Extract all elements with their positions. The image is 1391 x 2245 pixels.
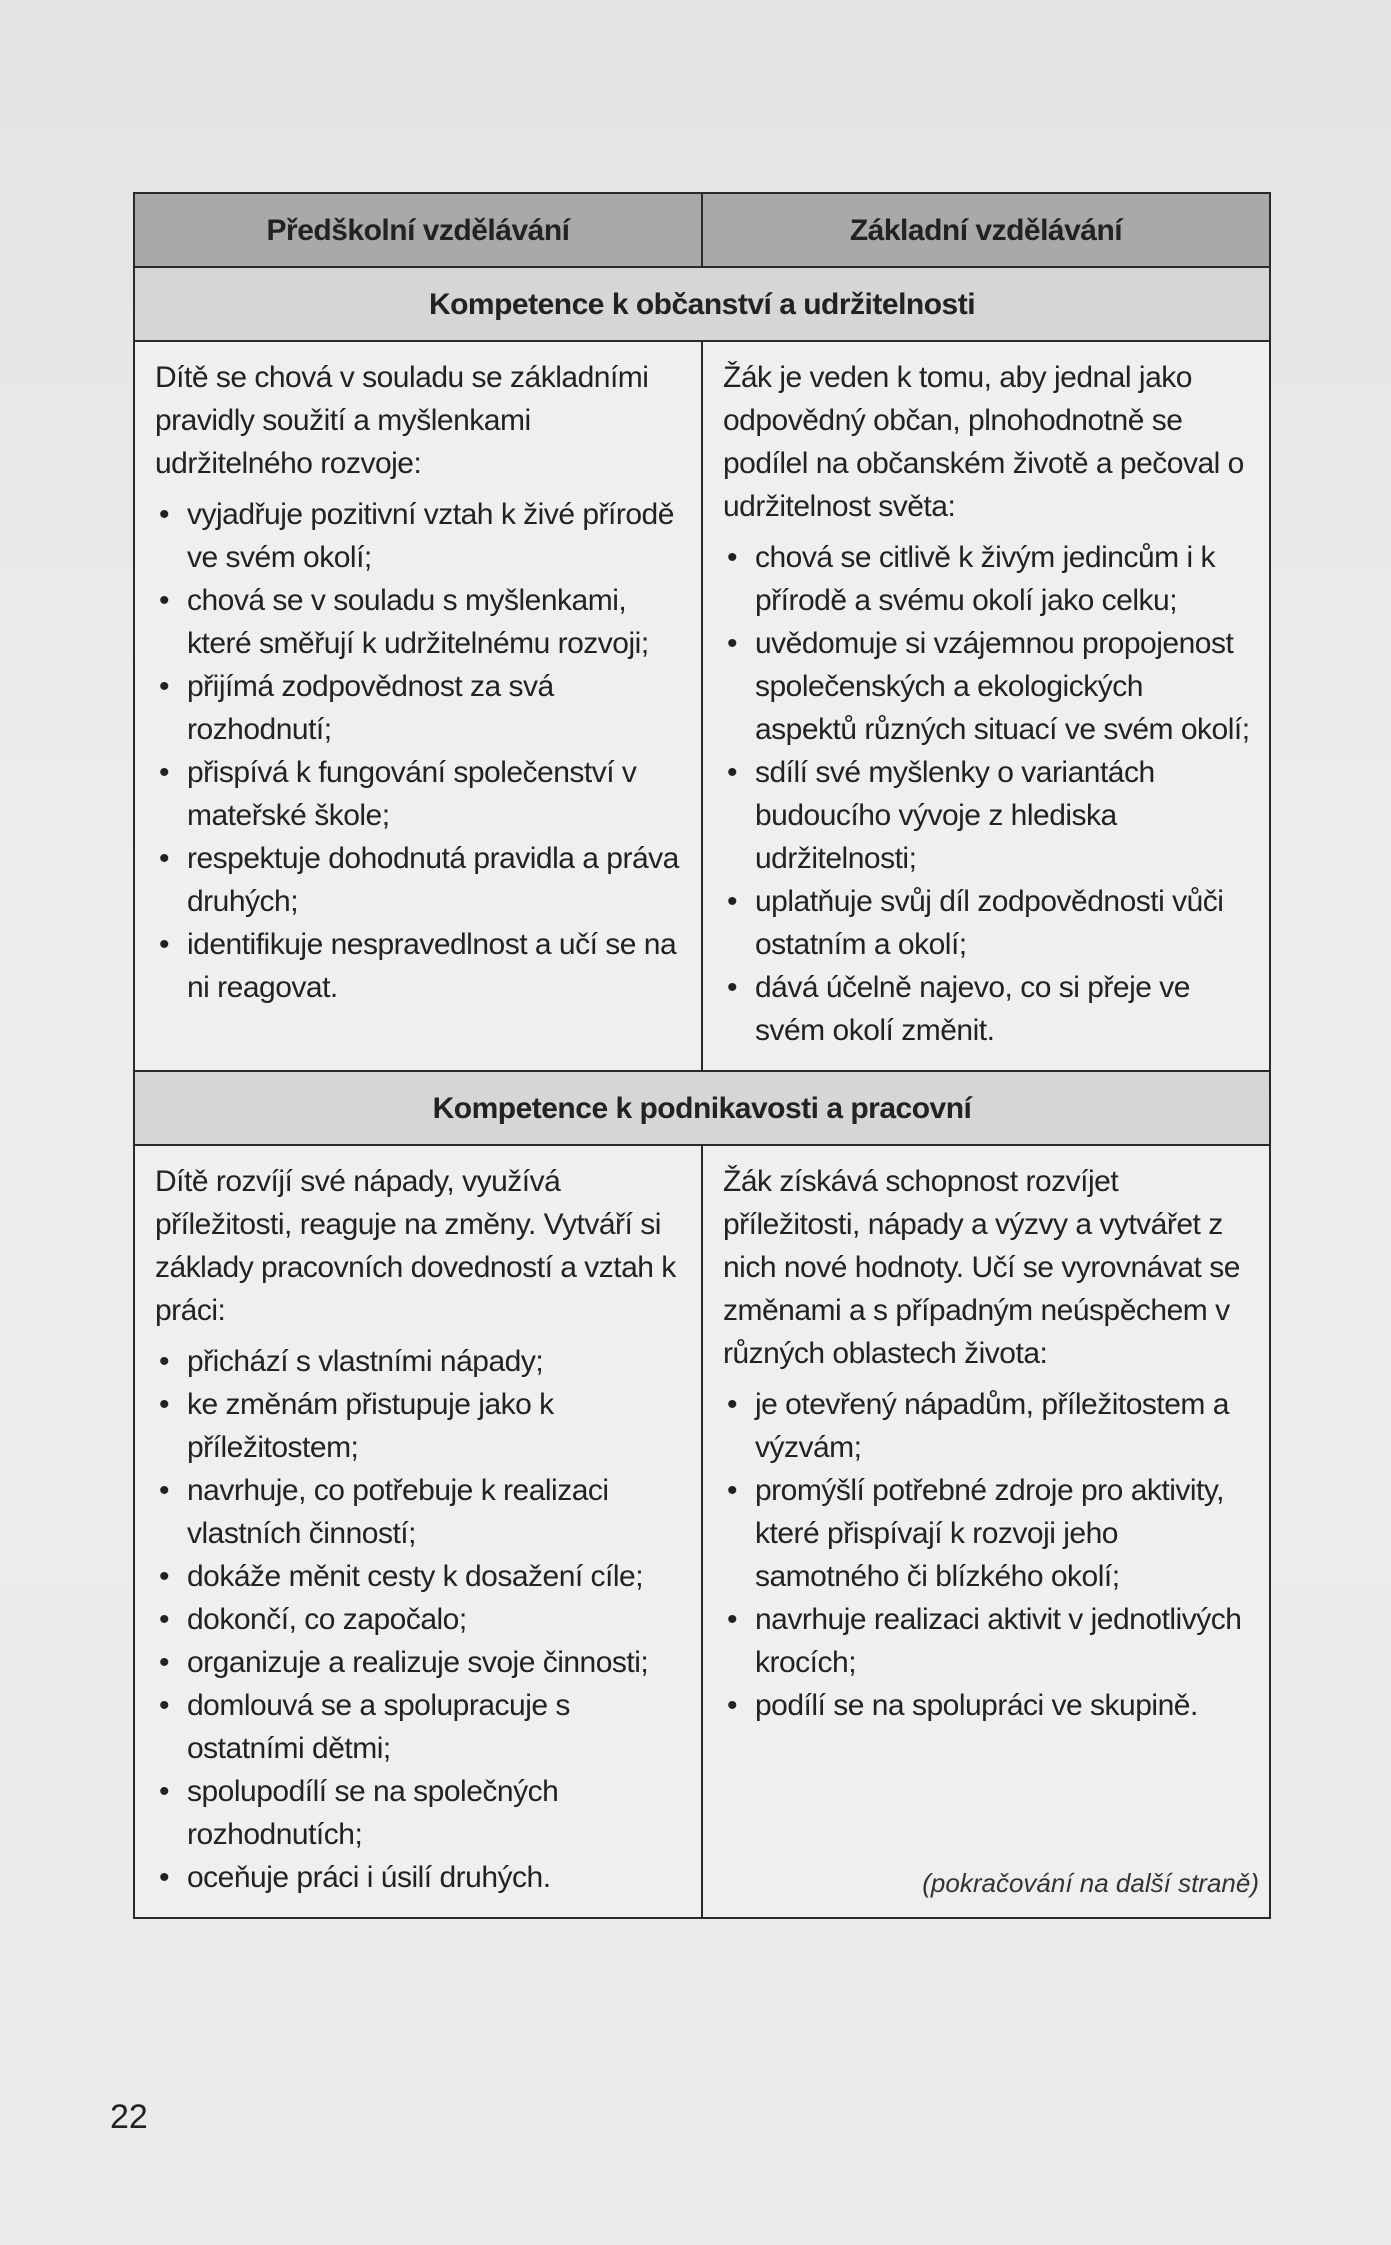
list-item: • domlouvá se a spolupracuje s ostatními dětmi; — [155, 1684, 683, 1770]
cell-intro: Žák je veden k tomu, aby jednal jako odpovědný občan, plnohodnotně se podílel na občanském životě a pečoval o udržitelnost světa: — [723, 361, 1244, 523]
list-item: • oceňuje práci i úsilí druhých. — [155, 1856, 683, 1899]
bullet-list — [723, 1383, 1251, 1727]
bullet-list — [155, 493, 683, 1009]
section-row — [134, 1071, 1270, 1145]
list-item: • je otevřený nápadům, příležitostem a výzvám; — [723, 1383, 1251, 1469]
table-row — [134, 341, 1270, 1071]
list-item: • organizuje a realizuje svoje činnosti; — [155, 1641, 683, 1684]
list-item: • vyjadřuje pozitivní vztah k živé přírodě ve svém okolí; — [155, 493, 683, 579]
cell-preschool — [134, 341, 702, 1071]
list-item: • identifikuje nespravedlnost a učí se na ni reagovat. — [155, 923, 683, 1009]
competence-table — [133, 192, 1271, 1919]
list-item: • navrhuje realizaci aktivit v jednotlivých krocích; — [723, 1598, 1251, 1684]
table-row — [134, 1145, 1270, 1918]
list-item: • přijímá zodpovědnost za svá rozhodnutí; — [155, 665, 683, 751]
cell-basic — [702, 341, 1270, 1071]
list-item: • dává účelně najevo, co si přeje ve svém okolí změnit. — [723, 966, 1251, 1052]
table-header-row — [134, 193, 1270, 267]
continuation-note: (pokračování na další straně) — [922, 1868, 1259, 1898]
list-item: • spolupodílí se na společných rozhodnutích; — [155, 1770, 683, 1856]
cell-intro: Dítě rozvíjí své nápady, využívá příležitosti, reaguje na změny. Vytváří si základy pracovních dovedností a vztah k práci: — [155, 1165, 676, 1327]
list-item: • dokončí, co započalo; — [155, 1598, 683, 1641]
list-item: • přispívá k fungování společenství v mateřské škole; — [155, 751, 683, 837]
cell-preschool — [134, 1145, 702, 1918]
cell-intro: Žák získává schopnost rozvíjet příležitosti, nápady a výzvy a vytvářet z nich nové hodnoty. Učí se vyrovnávat se změnami a s případným neúspěchem v různých oblastech života: — [723, 1165, 1240, 1370]
list-item: • podílí se na spolupráci ve skupině. — [723, 1684, 1251, 1727]
list-item: • promýšlí potřebné zdroje pro aktivity, které přispívají k rozvoji jeho samotného či blízkého okolí; — [723, 1469, 1251, 1598]
cell-intro: Dítě se chová v souladu se základními pravidly soužití a myšlenkami udržitelného rozvoje: — [155, 361, 649, 480]
header-preschool: Předškolní vzdělávání — [134, 193, 702, 267]
list-item: • respektuje dohodnutá pravidla a práva druhých; — [155, 837, 683, 923]
list-item: • přichází s vlastními nápady; — [155, 1340, 683, 1383]
bullet-list — [155, 1340, 683, 1899]
list-item: • chová se v souladu s myšlenkami, které směřují k udržitelnému rozvoji; — [155, 579, 683, 665]
list-item: • sdílí své myšlenky o variantách budoucího vývoje z hlediska udržitelnosti; — [723, 751, 1251, 880]
cell-basic — [702, 1145, 1270, 1918]
list-item: • chová se citlivě k živým jedincům i k přírodě a svému okolí jako celku; — [723, 536, 1251, 622]
header-basic: Základní vzdělávání — [702, 193, 1270, 267]
list-item: • navrhuje, co potřebuje k realizaci vlastních činností; — [155, 1469, 683, 1555]
section-title: Kompetence k podnikavosti a pracovní — [134, 1071, 1270, 1145]
section-row — [134, 267, 1270, 341]
list-item: • ke změnám přistupuje jako k příležitostem; — [155, 1383, 683, 1469]
list-item: • dokáže měnit cesty k dosažení cíle; — [155, 1555, 683, 1598]
page-number: 22 — [110, 2098, 148, 2136]
bullet-list — [723, 536, 1251, 1052]
section-title: Kompetence k občanství a udržitelnosti — [134, 267, 1270, 341]
list-item: • uvědomuje si vzájemnou propojenost společenských a ekologických aspektů různých situací ve svém okolí; — [723, 622, 1251, 751]
list-item: • uplatňuje svůj díl zodpovědnosti vůči ostatním a okolí; — [723, 880, 1251, 966]
